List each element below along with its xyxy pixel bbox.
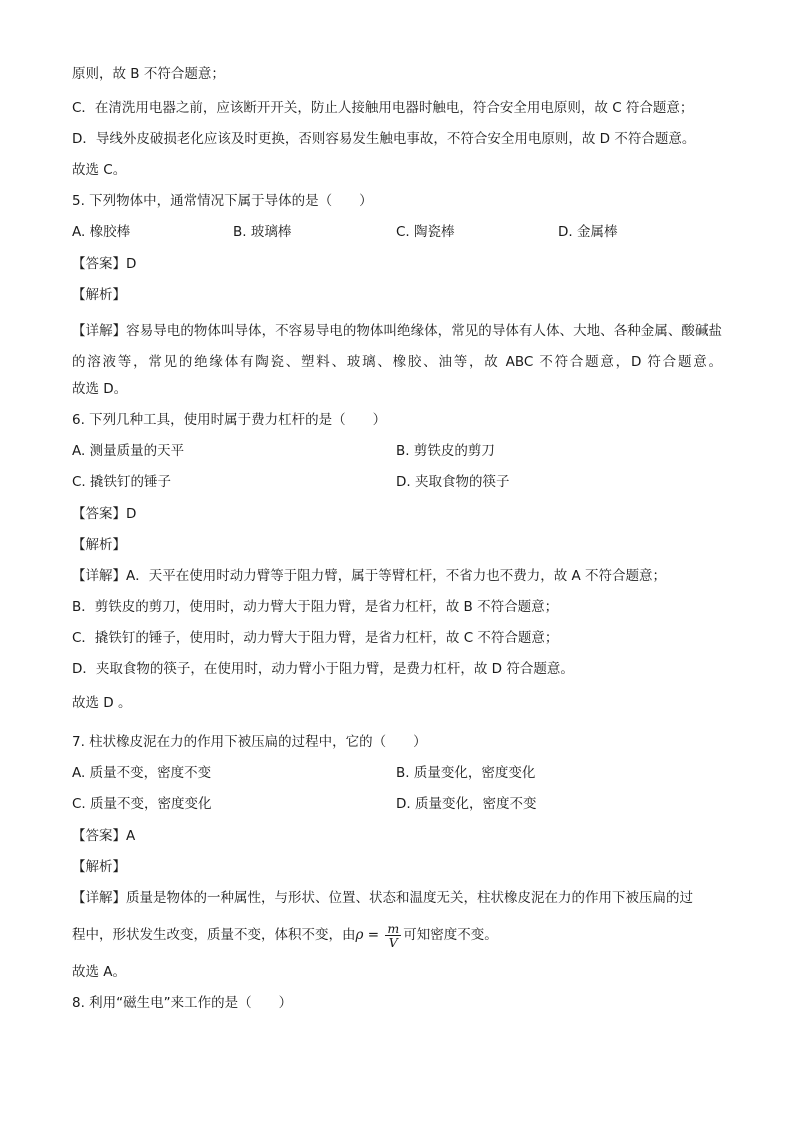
- q7-conclusion: 故选 A。: [72, 964, 127, 980]
- question-6-stem: 6. 下列几种工具，使用时属于费力杠杆的是（ ）: [72, 412, 387, 428]
- question-8-stem: 8. 利用“磁生电”来工作的是（ ）: [72, 995, 293, 1011]
- q7-analysis-label: 【解析】: [72, 859, 126, 875]
- q5-analysis-label: 【解析】: [72, 287, 126, 303]
- q7-detail-text: 可知密度不变。: [403, 927, 498, 943]
- q7-option-b: B. 质量变化，密度变化: [396, 765, 536, 781]
- q6-option-d: D. 夹取食物的筷子: [396, 474, 510, 490]
- q6-answer: 【答案】D: [72, 506, 137, 522]
- q6-conclusion: 故选 D 。: [72, 695, 132, 711]
- text-line: 原则，故 B 不符合题意；: [72, 66, 225, 82]
- fraction-numerator: m: [387, 920, 400, 936]
- q5-option-d: D. 金属棒: [558, 224, 618, 240]
- q5-option-a: A. 橡胶棒: [72, 224, 131, 240]
- q7-detail-line-formula: [72, 918, 498, 952]
- mass-volume-fraction: [385, 922, 401, 949]
- q6-analysis-label: 【解析】: [72, 537, 126, 553]
- q6-detail-line: C．撬铁钉的锤子，使用时，动力臂大于阻力臂，是省力杠杆，故 C 不符合题意；: [72, 630, 559, 646]
- q6-option-a: A. 测量质量的天平: [72, 443, 185, 459]
- q7-detail-text: 程中，形状发生改变，质量不变，体积不变，由: [72, 927, 356, 943]
- text-line: 故选 C。: [72, 162, 127, 178]
- q5-option-c: C. 陶瓷棒: [396, 224, 455, 240]
- q5-answer: 【答案】D: [72, 256, 137, 272]
- q7-option-c: C. 质量不变，密度变化: [72, 796, 212, 812]
- q6-option-c: C. 撬铁钉的锤子: [72, 474, 172, 490]
- density-symbol: ρ: [355, 927, 364, 943]
- question-7-stem: 7. 柱状橡皮泥在力的作用下被压扁的过程中，它的（ ）: [72, 734, 427, 750]
- q5-option-b: B. 玻璃棒: [233, 224, 292, 240]
- q7-detail-line: 【详解】质量是物体的一种属性，与形状、位置、状态和温度无关，柱状橡皮泥在力的作用下被压扁的过: [72, 890, 693, 906]
- q5-detail: 【详解】容易导电的物体叫导体，不容易导电的物体叫绝缘体，常见的导体有人体、大地、各种金属、酸碱盐的溶液等，常见的绝缘体有陶瓷、塑料、玻璃、橡胶、油等，故 ABC 不符合题意，D 符合题意。: [72, 323, 722, 370]
- q6-detail-line: 【详解】A．天平在使用时动力臂等于阻力臂，属于等臂杠杆，不省力也不费力，故 A 不符合题意；: [72, 568, 667, 584]
- text-line: C．在清洗用电器之前，应该断开开关，防止人接触用电器时触电，符合安全用电原则，故 C 符合题意；: [72, 100, 694, 116]
- fraction-denominator: V: [388, 934, 398, 950]
- q5-conclusion: 故选 D。: [72, 381, 128, 397]
- equals-sign: =: [363, 927, 384, 943]
- q7-option-d: D. 质量变化，密度不变: [396, 796, 537, 812]
- question-5-stem: 5. 下列物体中，通常情况下属于导体的是（ ）: [72, 193, 373, 209]
- q7-option-a: A. 质量不变，密度不变: [72, 765, 212, 781]
- q6-detail-line: D．夹取食物的筷子，在使用时，动力臂小于阻力臂，是费力杠杆，故 D 符合题意。: [72, 661, 574, 677]
- q7-answer: 【答案】A: [72, 828, 136, 844]
- q6-detail-line: B．剪铁皮的剪刀，使用时，动力臂大于阻力臂，是省力杠杆，故 B 不符合题意；: [72, 599, 559, 615]
- q6-option-b: B. 剪铁皮的剪刀: [396, 443, 495, 459]
- text-line: D．导线外皮破损老化应该及时更换，否则容易发生触电事故，不符合安全用电原则，故 D 不符合题意。: [72, 131, 696, 147]
